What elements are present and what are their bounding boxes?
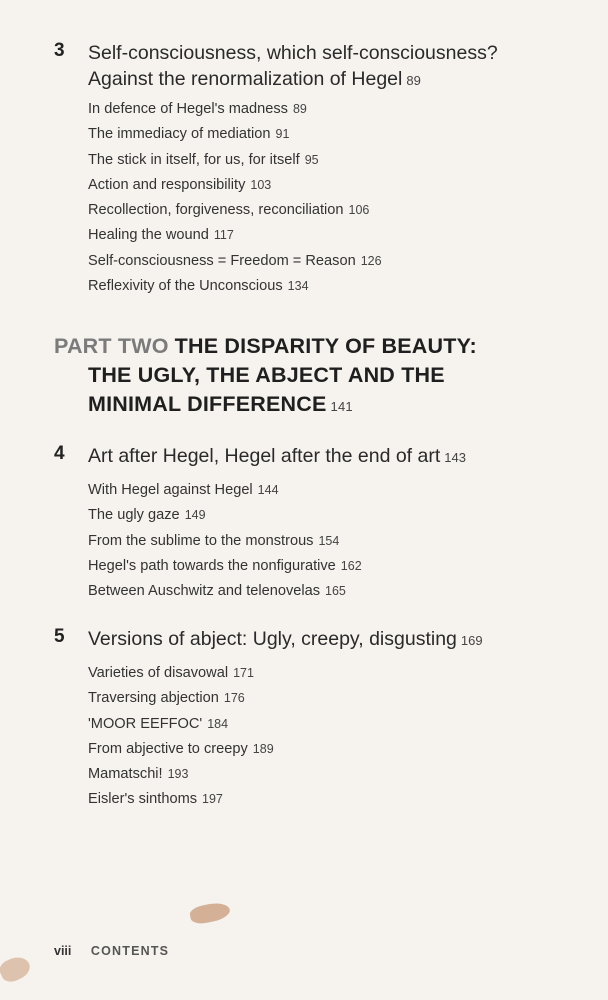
page-number: 134 bbox=[287, 279, 309, 294]
chapter-3-sections bbox=[88, 97, 382, 299]
part-title-line bbox=[54, 361, 574, 390]
paper-stain bbox=[0, 953, 33, 986]
page-number: 103 bbox=[250, 177, 272, 192]
page-number: 143 bbox=[444, 450, 466, 465]
chapter-number: 4 bbox=[54, 443, 65, 464]
page-number: 117 bbox=[213, 228, 234, 243]
chapter-title-line bbox=[88, 66, 568, 94]
toc-entry bbox=[88, 686, 274, 711]
page-number: 176 bbox=[223, 691, 245, 706]
entry-title: Varieties of disavowal bbox=[88, 665, 229, 681]
running-head: CONTENTS bbox=[90, 944, 170, 958]
part-title-line bbox=[54, 332, 574, 361]
page-number: 89 bbox=[406, 73, 421, 88]
page-number: 95 bbox=[304, 152, 319, 167]
entry-title: 'MOOR EEFFOC' bbox=[88, 715, 203, 732]
toc-entry bbox=[88, 223, 382, 248]
toc-entry bbox=[88, 249, 382, 274]
part-label: PART TWO bbox=[54, 334, 169, 358]
page-number: 193 bbox=[167, 767, 189, 782]
toc-entry bbox=[88, 503, 362, 528]
toc-entry bbox=[88, 762, 274, 787]
paper-stain bbox=[189, 900, 232, 926]
toc-entry bbox=[88, 478, 362, 503]
entry-title: Hegel's path towards the nonfigurative bbox=[88, 557, 336, 574]
toc-entry bbox=[88, 173, 382, 198]
entry-title: The ugly gaze bbox=[88, 507, 180, 524]
chapter-5-sections bbox=[88, 661, 274, 813]
entry-title: Reflexivity of the Unconscious bbox=[88, 278, 283, 295]
page-number: 144 bbox=[257, 483, 279, 497]
page-number: 154 bbox=[318, 533, 340, 548]
page-footer bbox=[54, 944, 169, 958]
chapter-title bbox=[88, 626, 568, 654]
part-title-text: THE DISPARITY OF BEAUTY: bbox=[174, 334, 477, 358]
chapter-4-sections bbox=[88, 478, 362, 604]
toc-entry bbox=[88, 787, 274, 812]
chapter-title bbox=[88, 40, 568, 94]
part-title-line bbox=[54, 390, 574, 421]
page-number: 162 bbox=[340, 558, 362, 573]
chapter-title-line: Self-consciousness, which self-consciousness? bbox=[88, 42, 498, 64]
entry-title: From abjective to creepy bbox=[88, 740, 248, 757]
part-title-text: MINIMAL DIFFERENCE bbox=[88, 392, 327, 416]
part-two-heading bbox=[54, 332, 574, 421]
chapter-title-text: Against the renormalization of Hegel bbox=[88, 68, 403, 90]
page-number: 169 bbox=[460, 633, 483, 648]
entry-title: In defence of Hegel's madness bbox=[88, 101, 288, 117]
page-number: 171 bbox=[233, 666, 254, 680]
page-number: 189 bbox=[252, 741, 274, 756]
part-title-text: THE UGLY, THE ABJECT AND THE bbox=[88, 363, 445, 387]
chapter-title-text: Art after Hegel, Hegel after the end of art bbox=[88, 445, 441, 467]
toc-entry bbox=[88, 148, 382, 173]
toc-entry bbox=[88, 198, 382, 223]
page-number: 165 bbox=[325, 584, 346, 599]
folio: viii bbox=[54, 944, 72, 958]
entry-title: Healing the wound bbox=[88, 227, 209, 244]
toc-entry bbox=[88, 737, 274, 762]
entry-title: Action and responsibility bbox=[88, 176, 246, 193]
entry-title: The immediacy of mediation bbox=[88, 126, 271, 143]
toc-entry bbox=[88, 661, 274, 686]
toc-entry bbox=[88, 554, 362, 579]
page-number: 141 bbox=[330, 399, 353, 414]
chapter-title-text: Versions of abject: Ugly, creepy, disgusting bbox=[88, 628, 457, 650]
entry-title: Mamatschi! bbox=[88, 766, 163, 783]
toc-entry bbox=[88, 274, 382, 299]
page-number: 197 bbox=[202, 792, 223, 807]
entry-title: From the sublime to the monstrous bbox=[88, 532, 314, 549]
chapter-number: 5 bbox=[54, 626, 65, 647]
entry-title: The stick in itself, for us, for itself bbox=[88, 151, 300, 168]
entry-title: Traversing abjection bbox=[88, 690, 219, 707]
chapter-number: 3 bbox=[54, 40, 65, 61]
entry-title: Recollection, forgiveness, reconciliation bbox=[88, 202, 344, 219]
entry-title: Self-consciousness = Freedom = Reason bbox=[88, 252, 356, 269]
page-number: 91 bbox=[275, 127, 290, 142]
toc-entry bbox=[88, 712, 274, 737]
page-number: 184 bbox=[207, 716, 229, 731]
page-number: 89 bbox=[292, 102, 307, 116]
entry-title: Eisler's sinthoms bbox=[88, 791, 198, 808]
page-number: 106 bbox=[348, 203, 370, 218]
toc-entry bbox=[88, 579, 362, 604]
toc-entry bbox=[88, 97, 382, 122]
page-number: 149 bbox=[184, 508, 206, 523]
page-number: 126 bbox=[360, 253, 382, 268]
chapter-title bbox=[88, 443, 568, 471]
toc-entry bbox=[88, 529, 362, 554]
entry-title: Between Auschwitz and telenovelas bbox=[88, 583, 321, 600]
toc-entry bbox=[88, 122, 382, 147]
entry-title: With Hegel against Hegel bbox=[88, 482, 253, 498]
